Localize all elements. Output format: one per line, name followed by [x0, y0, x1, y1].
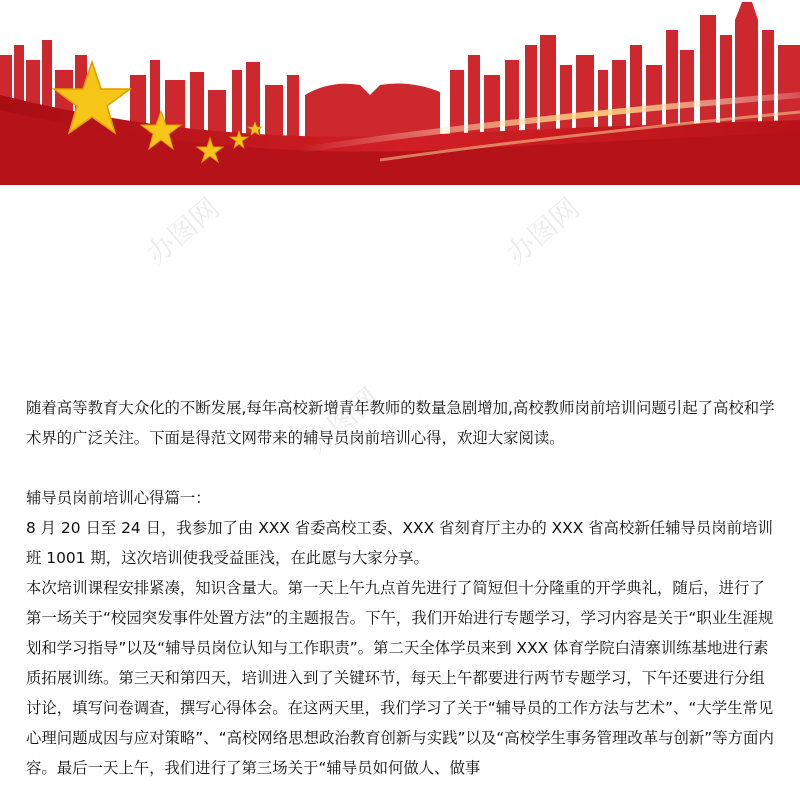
watermark-text: 办图网: [300, 381, 386, 461]
section-heading: 辅导员岗前培训心得篇一：: [26, 489, 211, 507]
watermark-text: 办图网: [140, 191, 226, 271]
article-body: [26, 393, 778, 783]
body-paragraph: 8 月 20 日至 24 日，我参加了由 XXX 省委高校工委、XXX 省刻育厅主办的 XXX 省高校新任辅导员岗前培训班 1001 期，这次培训使我受益匪浅，在此愿与大家分享。: [26, 519, 773, 567]
header-banner: [0, 0, 800, 185]
spacer: [26, 453, 778, 483]
red-star-city-skyline-banner-icon: [0, 0, 800, 185]
watermark-text: 办图网: [500, 191, 586, 271]
body-paragraph: 本次培训课程安排紧凑，知识含量大。第一天上午九点首先进行了简短但十分隆重的开学典礼，随后，进行了第一场关于“校园突发事件处置方法”的主题报告。下午，我们开始进行专题学习，学习内容是关于“职业生涯规划和学习指导”以及“辅导员岗位认知与工作职责”。第二天全体学员来到 XXX 体育学院白清寨训练基地进行素质拓展训练。第三天和第四天，培训进入到了关键环节，每天上午都要进行两节专题学习，下午还要进行分组讨论，填写问卷调查，撰写心得体会。在这两天里，我们学习了关于“辅导员的工作方法与艺术”、“大学生常见心理问题成因与应对策略”、“高校网络思想政治教育创新与实践”以及“高校学生事务管理改革与创新”等方面内容。最后一天上午，我们进行了第三场关于“辅导员如何做人、做事: [26, 579, 774, 777]
intro-paragraph: 随着高等教育大众化的不断发展,每年高校新增青年教师的数量急剧增加,高校教师岗前培训问题引起了高校和学术界的广泛关注。下面是得范文网带来的辅导员岗前培训心得，欢迎大家阅读。: [26, 399, 775, 447]
